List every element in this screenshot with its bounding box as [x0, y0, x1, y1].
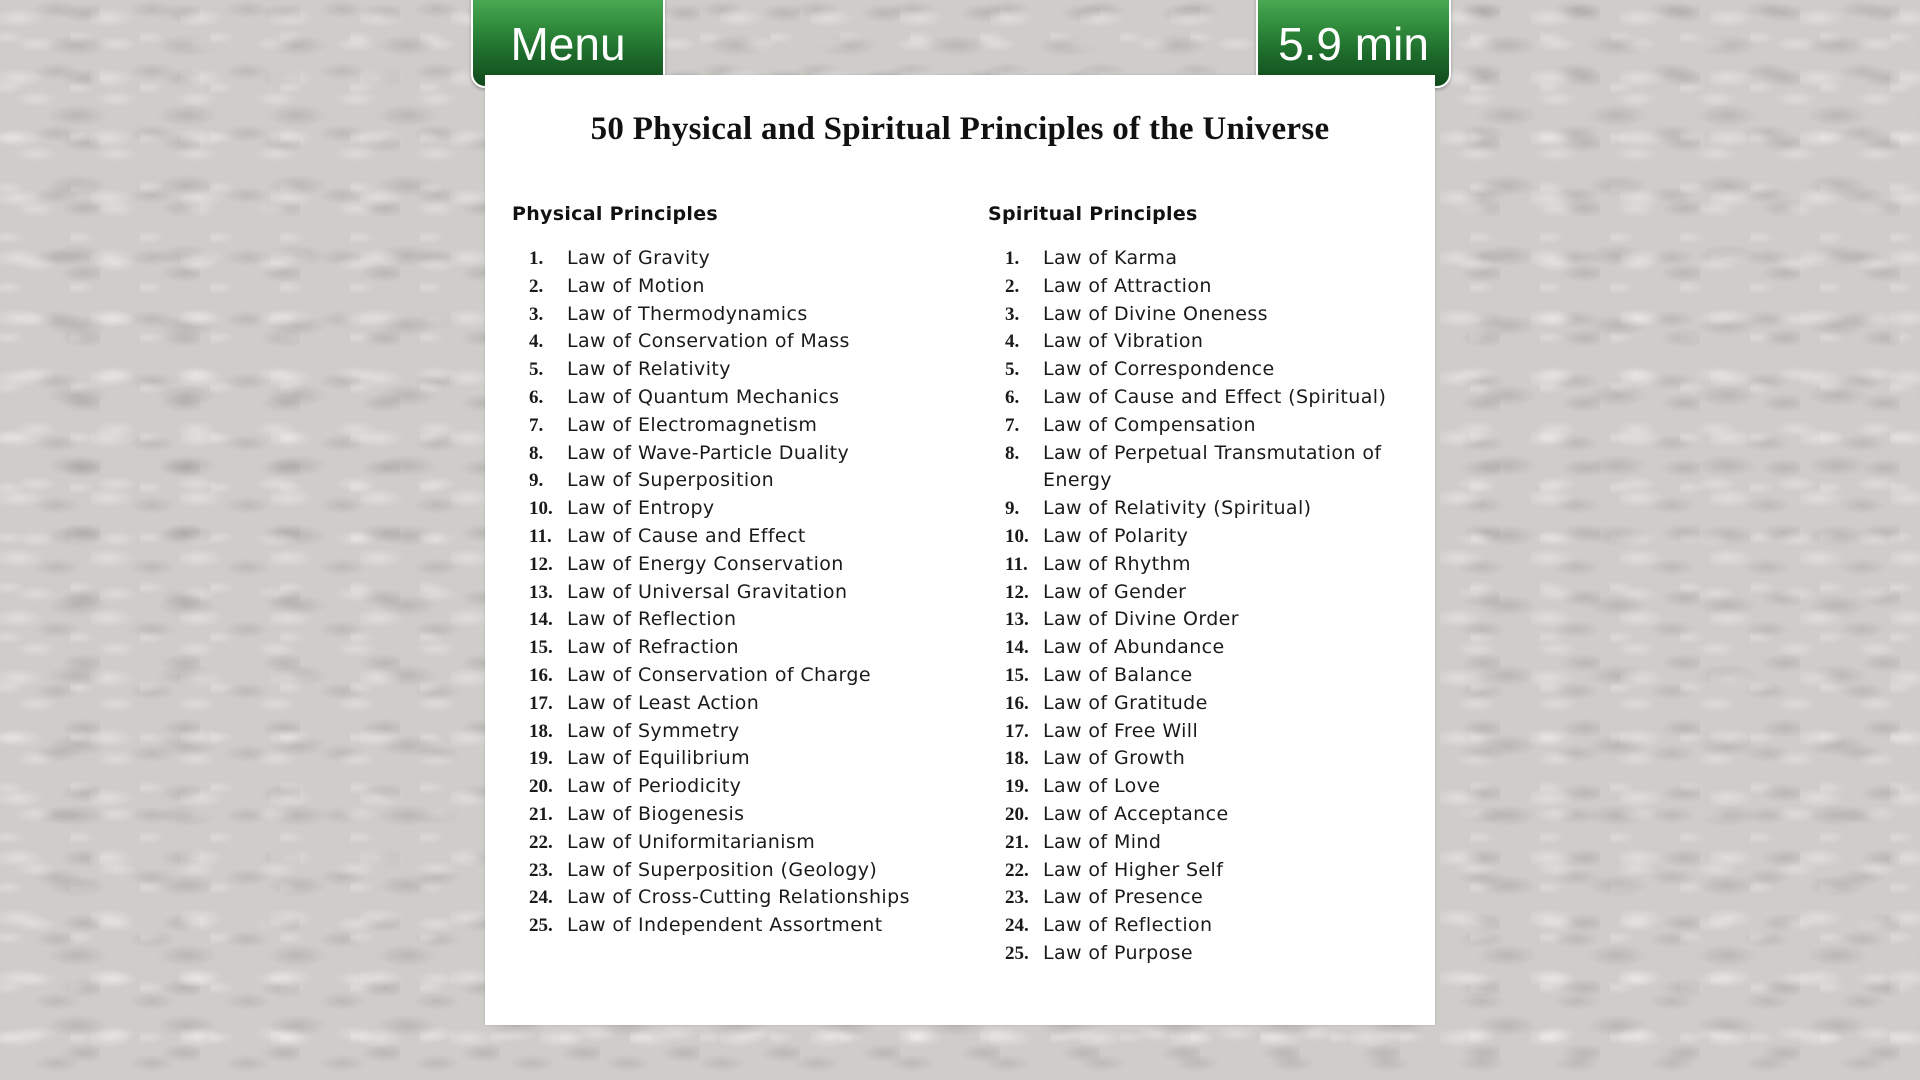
list-item-number: 3.	[529, 303, 544, 325]
list-item-number: 23.	[529, 859, 553, 881]
list-item-number: 21.	[1005, 831, 1029, 853]
list-item-number: 6.	[1005, 386, 1020, 408]
list-item-text: Law of Vibration	[1043, 330, 1204, 353]
list-item-number: 9.	[1005, 498, 1020, 520]
list-item-text: Law of Divine Oneness	[1043, 302, 1268, 325]
list-item	[512, 356, 952, 384]
list-item-number: 19.	[529, 748, 553, 770]
list-item-text: Law of Biogenesis	[567, 802, 745, 825]
list-item-text: Law of Entropy	[567, 497, 715, 520]
list-item-number: 19.	[1005, 776, 1029, 798]
list-item-text: Law of Compensation	[1043, 413, 1256, 436]
list-item	[512, 857, 952, 885]
list-item-number: 21.	[529, 803, 553, 825]
list-item	[512, 718, 952, 746]
list-item-text: Law of Conservation of Mass	[567, 330, 850, 353]
list-item	[988, 773, 1408, 801]
list-item-text: Law of Gravity	[567, 247, 711, 269]
list-item	[988, 495, 1408, 523]
list-item	[988, 634, 1408, 662]
list-item-text: Law of Uniformitarianism	[567, 830, 816, 853]
list-item-text: Law of Cause and Effect (Spiritual)	[1043, 385, 1387, 408]
list-item	[988, 857, 1408, 885]
list-item	[512, 523, 952, 551]
list-item-text: Law of Purpose	[1043, 941, 1194, 964]
list-item-text: Law of Karma	[1043, 247, 1178, 269]
list-item-text: Law of Higher Self	[1043, 858, 1224, 881]
list-item-text: Law of Refraction	[567, 636, 739, 659]
list-item-number: 8.	[529, 442, 544, 464]
list-item-number: 4.	[529, 331, 544, 353]
list-item	[512, 773, 952, 801]
list-item-text: Law of Relativity (Spiritual)	[1043, 497, 1312, 520]
list-item-number: 23.	[1005, 887, 1029, 909]
list-item-number: 14.	[1005, 637, 1029, 659]
list-item-number: 24.	[1005, 915, 1029, 937]
list-item-number: 12.	[1005, 581, 1029, 603]
list-item-text: Law of Polarity	[1043, 524, 1189, 547]
list-item-number: 15.	[529, 637, 553, 659]
list-item-text: Law of Equilibrium	[567, 747, 751, 770]
list-item-text: Law of Rhythm	[1043, 552, 1191, 575]
list-item-number: 25.	[529, 915, 553, 937]
list-item-text: Law of Gratitude	[1043, 691, 1208, 714]
list-item-number: 18.	[529, 720, 553, 742]
list-item	[988, 551, 1408, 579]
list-item-number: 11.	[529, 525, 552, 547]
list-item-text: Law of Gender	[1043, 580, 1187, 603]
list-item-number: 3.	[1005, 303, 1020, 325]
list-item	[512, 384, 952, 412]
list-item	[988, 940, 1408, 968]
list-item-number: 2.	[529, 275, 544, 297]
list-item	[512, 412, 952, 440]
spiritual-principles-list	[988, 245, 1408, 968]
list-item-text: Law of Conservation of Charge	[567, 663, 871, 686]
list-item	[512, 606, 952, 634]
list-item-number: 10.	[529, 498, 553, 520]
list-item-text: Law of Motion	[567, 274, 705, 297]
list-item-number: 4.	[1005, 331, 1020, 353]
list-item	[988, 690, 1408, 718]
list-item	[988, 884, 1408, 912]
list-item-number: 6.	[529, 386, 544, 408]
list-item-text: Law of Balance	[1043, 663, 1193, 686]
list-item	[512, 495, 952, 523]
list-item-number: 2.	[1005, 275, 1020, 297]
list-item	[988, 273, 1408, 301]
list-item	[512, 634, 952, 662]
list-item	[512, 301, 952, 329]
list-item	[988, 718, 1408, 746]
spiritual-principles-column	[988, 203, 1408, 968]
list-item-text: Law of Wave-Particle Duality	[567, 441, 850, 464]
list-item-number: 16.	[1005, 692, 1029, 714]
list-item-number: 22.	[1005, 859, 1029, 881]
list-item	[988, 912, 1408, 940]
list-item-number: 17.	[1005, 720, 1029, 742]
list-item-number: 1.	[529, 248, 544, 269]
list-item-number: 8.	[1005, 442, 1020, 464]
list-item	[988, 412, 1408, 440]
list-item	[512, 551, 952, 579]
physical-principles-list	[512, 245, 952, 940]
list-item-text: Law of Free Will	[1043, 719, 1199, 742]
list-item	[988, 523, 1408, 551]
list-item-text: Law of Reflection	[1043, 914, 1213, 937]
list-item-number: 20.	[529, 776, 553, 798]
list-item	[988, 245, 1408, 273]
list-item	[512, 273, 952, 301]
timer-button[interactable]: 5.9 min	[1256, 0, 1451, 88]
list-item	[512, 467, 952, 495]
list-item-number: 24.	[529, 887, 553, 909]
list-item-text: Law of Universal Gravitation	[567, 580, 848, 603]
list-item-number: 18.	[1005, 748, 1029, 770]
list-item-text: Law of Growth	[1043, 747, 1186, 770]
list-item	[988, 356, 1408, 384]
list-item	[512, 440, 952, 468]
list-item-text: Law of Abundance	[1043, 636, 1225, 659]
list-item	[512, 829, 952, 857]
list-item-text: Law of Quantum Mechanics	[567, 385, 840, 408]
list-item-number: 15.	[1005, 664, 1029, 686]
spiritual-principles-heading: Spiritual Principles	[988, 203, 1198, 225]
list-item-text: Law of Perpetual Transmutation of Energy	[1043, 441, 1382, 492]
list-item	[988, 384, 1408, 412]
list-item-text: Law of Energy Conservation	[567, 552, 844, 575]
list-item-number: 13.	[1005, 609, 1029, 631]
list-item-text: Law of Love	[1043, 775, 1161, 798]
physical-principles-heading: Physical Principles	[512, 203, 718, 225]
list-item-text: Law of Relativity	[567, 358, 731, 381]
list-item-text: Law of Mind	[1043, 830, 1162, 853]
list-item-text: Law of Acceptance	[1043, 802, 1229, 825]
list-item-number: 12.	[529, 553, 553, 575]
list-item-number: 5.	[529, 359, 544, 381]
list-item-text: Law of Thermodynamics	[567, 302, 808, 325]
list-item	[512, 245, 952, 273]
list-item	[988, 662, 1408, 690]
list-item-number: 7.	[1005, 414, 1020, 436]
menu-button[interactable]: Menu	[471, 0, 665, 88]
list-item-number: 14.	[529, 609, 553, 631]
list-item-text: Law of Periodicity	[567, 775, 742, 798]
list-item-number: 1.	[1005, 248, 1020, 269]
list-item-text: Law of Reflection	[567, 608, 737, 631]
list-item-text: Law of Independent Assortment	[567, 914, 883, 937]
list-item	[512, 801, 952, 829]
list-item	[512, 579, 952, 607]
list-item-text: Law of Cause and Effect	[567, 524, 806, 547]
list-item-text: Law of Presence	[1043, 886, 1204, 909]
physical-principles-column	[512, 203, 952, 940]
list-item-text: Law of Least Action	[567, 691, 760, 714]
list-item-number: 22.	[529, 831, 553, 853]
list-item-text: Law of Superposition	[567, 469, 775, 492]
list-item	[988, 606, 1408, 634]
list-item-text: Law of Attraction	[1043, 274, 1212, 297]
list-item	[988, 801, 1408, 829]
list-item	[512, 328, 952, 356]
list-item-number: 7.	[529, 414, 544, 436]
list-item-number: 16.	[529, 664, 553, 686]
list-item	[988, 301, 1408, 329]
list-item	[512, 690, 952, 718]
list-item-number: 9.	[529, 470, 544, 492]
list-item	[512, 912, 952, 940]
list-item-text: Law of Cross-Cutting Relationships	[567, 886, 910, 909]
document-title: 50 Physical and Spiritual Principles of the Universe	[590, 111, 1330, 147]
list-item-number: 17.	[529, 692, 553, 714]
list-item-text: Law of Superposition (Geology)	[567, 858, 878, 881]
list-item-number: 20.	[1005, 803, 1029, 825]
list-item-number: 13.	[529, 581, 553, 603]
list-item-text: Law of Correspondence	[1043, 358, 1275, 381]
list-item	[988, 328, 1408, 356]
list-item	[988, 579, 1408, 607]
list-item	[512, 745, 952, 773]
list-item	[988, 745, 1408, 773]
list-item-number: 25.	[1005, 942, 1029, 964]
document-page	[485, 75, 1435, 1025]
list-item-text: Law of Electromagnetism	[567, 413, 818, 436]
list-item-number: 11.	[1005, 553, 1028, 575]
list-item-text: Law of Symmetry	[567, 719, 740, 742]
list-item	[512, 662, 952, 690]
list-item-number: 5.	[1005, 359, 1020, 381]
list-item	[512, 884, 952, 912]
list-item	[988, 829, 1408, 857]
list-item-number: 10.	[1005, 525, 1029, 547]
list-item-text: Law of Divine Order	[1043, 608, 1239, 631]
list-item	[988, 440, 1408, 496]
